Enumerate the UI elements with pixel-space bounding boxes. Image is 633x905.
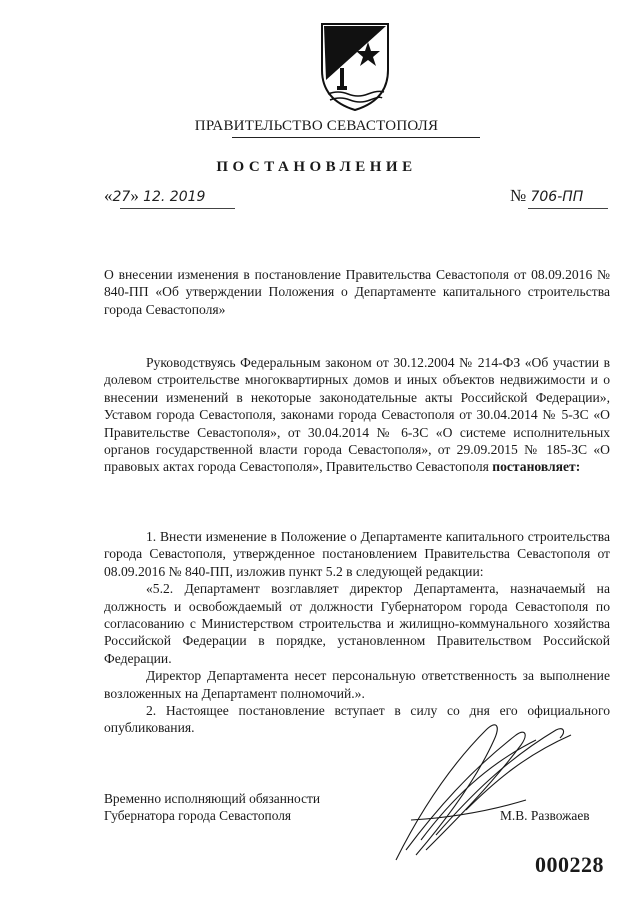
coat-of-arms-icon: [318, 20, 392, 112]
document-date: [104, 186, 205, 206]
government-title: ПРАВИТЕЛЬСТВО СЕВАСТОПОЛЯ: [194, 118, 439, 134]
number-value: 706-ПП: [530, 189, 584, 205]
title-underline: [232, 137, 480, 138]
item-1: 1. Внести изменение в Положение о Департаменте капитального строительства города Севастополя, утвержденное постановлением Правительства Севастополя от 08.09.2016 № 840-ПП, изложив пункт 5.2 в следующей редакции:: [104, 529, 610, 579]
date-open-quote: «: [104, 186, 113, 205]
item-1-quote: «5.2. Департамент возглавляет директор Департамента, назначаемый на должность и освобождаемый от должности Губернатором города Севастополя по согласованию с Министерством строительства и жилищно-коммунального хозяйства Российской Федерации в порядке, установленном Правительством Российской Федерации.: [104, 581, 610, 666]
document-type: ПОСТАНОВЛЕНИЕ: [216, 159, 417, 175]
date-underline: [120, 208, 235, 209]
legal-basis: [104, 354, 610, 476]
item-2: 2. Настоящее постановление вступает в силу со дня его официального опубликования.: [104, 703, 610, 736]
handwritten-signature-icon: [376, 700, 586, 870]
position-line-1: Временно исполняющий обязанности: [104, 791, 321, 806]
signatory-name: М.В. Развожаев: [500, 808, 590, 823]
signatory-position: [104, 790, 320, 825]
basis-text: Руководствуясь Федеральным законом от 30.12.2004 № 214-ФЗ «Об участии в долевом строительстве многоквартирных домов и иных объектов недвижимости и о внесении изменений в некоторые законодательные акты Российской Федерации», Уставом города Севастополя, законами города Севастополя от 30.04.2014 № 5-ЗС «О Правительстве Севастополя», от 30.04.2014 № 6-ЗС «О системе исполнительных органов государственной власти города Севастополя», от 29.09.2015 № 185-ЗС «О правовых актах города Севастополя», Правительство Севастополя: [104, 355, 610, 475]
basis-paragraph: [104, 354, 610, 476]
date-close-quote: »: [130, 186, 139, 205]
item-1-quote-cont: Директор Департамента несет персональную ответственность за выполнение возложенных на Департамент полномочий.».: [104, 668, 610, 701]
registry-number: 000228: [535, 852, 604, 877]
number-underline: [528, 208, 608, 209]
subject-text: О внесении изменения в постановление Правительства Севастополя от 08.09.2016 № 840-ПП «Об утверждении Положения о Департаменте капитального строительства города Севастополя»: [104, 267, 610, 317]
date-month-year: 12. 2019: [143, 189, 206, 205]
decision-word: постановляет: [492, 459, 576, 475]
document-number: [510, 186, 583, 206]
position-line-2: Губернатора города Севастополя: [104, 808, 292, 824]
number-prefix: №: [510, 186, 527, 205]
date-day: 27: [112, 189, 131, 205]
decision-colon: :: [575, 459, 581, 475]
document-subject: [104, 266, 610, 318]
